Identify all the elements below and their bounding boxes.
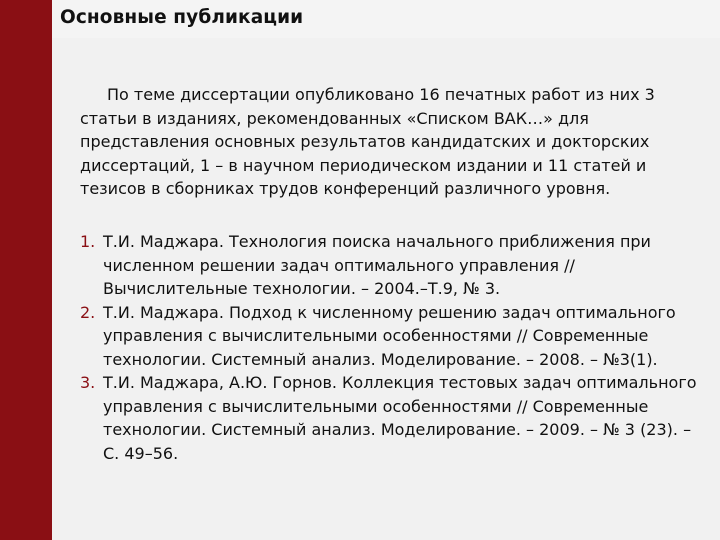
slide-title: Основные публикации (60, 7, 304, 28)
publication-text: Т.И. Маджара. Подход к численному решению задач оптимального управления с вычислительными особенностями // Современные технологии. Системный анализ. Моделирование. – 2008. – №3(1). (103, 302, 676, 369)
left-accent-bar (0, 0, 52, 540)
publication-number: 2. (80, 302, 96, 322)
intro-paragraph: По теме диссертации опубликовано 16 печатных работ из них 3 статьи в изданиях, рекомендованных «Списком ВАК…» для представления основных результатов кандидатских и докторских диссертаций, 1 – в научном периодическом издании и 11 статей и тезисов в сборниках трудов конференций различного уровня. (80, 85, 655, 198)
publication-list (80, 230, 710, 465)
publication-item (80, 371, 710, 465)
publication-number: 3. (80, 373, 96, 392)
publication-item (80, 230, 710, 301)
publication-number: 1. (80, 232, 96, 251)
publication-text: Т.И. Маджара, А.Ю. Горнов. Коллекция тестовых задач оптимального управления с вычислительными особенностями // Современные технологии. Системный анализ. Моделирование. – 2009. – № 3 (23). – С. 49–56. (103, 373, 697, 463)
publication-item (80, 301, 710, 372)
publication-text: Т.И. Маджара. Технология поиска начального приближения при численном решении задач оптимального управления // Вычислительные технологии. – 2004.–Т.9, № 3. (103, 232, 651, 298)
